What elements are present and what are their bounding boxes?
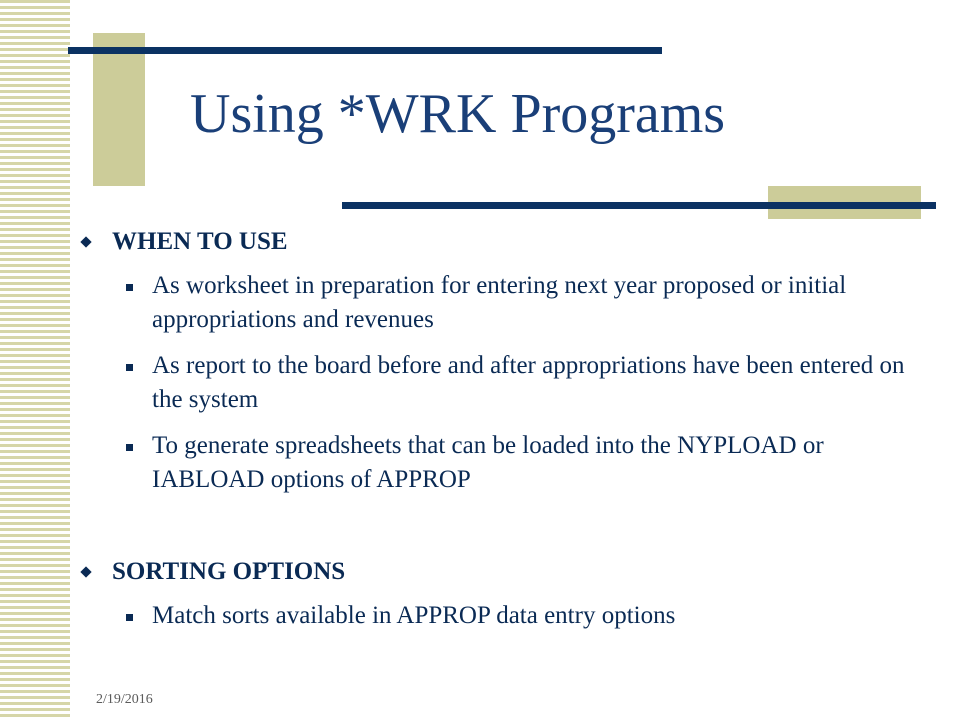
bullet-item [78, 269, 912, 337]
title-rule-bottom [342, 202, 936, 209]
section-sorting-options [78, 555, 912, 633]
bullet-list [78, 269, 912, 497]
square-bullet-icon [126, 444, 133, 451]
square-bullet-icon [126, 614, 133, 621]
diamond-bullet-icon [80, 566, 91, 577]
section-heading [78, 225, 912, 259]
slide-title: Using *WRK Programs [190, 83, 726, 145]
section-when-to-use [78, 225, 912, 497]
section-heading-text: SORTING OPTIONS [112, 558, 346, 585]
bullet-list [78, 599, 912, 633]
section-heading [78, 555, 912, 589]
bullet-text: To generate spreadsheets that can be loaded into the NYPLOAD or IABLOAD options of APPROP [152, 432, 824, 493]
square-bullet-icon [126, 284, 133, 291]
bullet-text: Match sorts available in APPROP data entry options [152, 602, 676, 629]
bullet-text: As worksheet in preparation for entering next year proposed or initial appropriations and revenues [152, 272, 847, 333]
footer-date: 2/19/2016 [96, 692, 153, 707]
square-bullet-icon [126, 364, 133, 371]
bullet-item [78, 349, 912, 417]
diamond-bullet-icon [80, 236, 91, 247]
left-striped-border [0, 0, 70, 720]
title-rule-top [68, 47, 662, 54]
title-accent-block-left [93, 33, 145, 186]
bullet-text: As report to the board before and after appropriations have been entered on the system [152, 352, 905, 413]
bullet-item [78, 429, 912, 497]
bullet-item [78, 599, 912, 633]
section-heading-text: WHEN TO USE [112, 228, 288, 255]
